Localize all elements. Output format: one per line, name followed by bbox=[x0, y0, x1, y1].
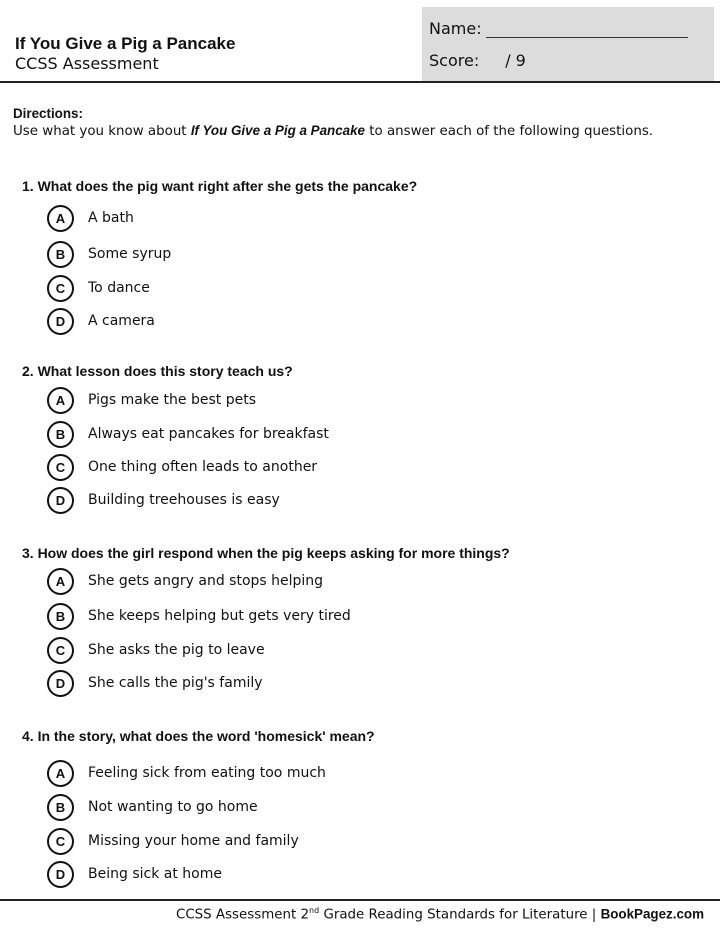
directions-heading: Directions: bbox=[13, 106, 83, 121]
footer-superscript: nd bbox=[309, 906, 320, 915]
option-text: She calls the pig's family bbox=[88, 675, 263, 691]
footer-text-after: Grade Reading Standards for Literature | bbox=[319, 907, 601, 923]
score-field bbox=[429, 51, 526, 70]
option-text: She asks the pig to leave bbox=[88, 642, 265, 658]
option-letter-badge[interactable]: A bbox=[47, 205, 74, 232]
option-text: Always eat pancakes for breakfast bbox=[88, 426, 329, 442]
directions-text-before: Use what you know about bbox=[13, 124, 191, 139]
option-letter-badge[interactable]: A bbox=[47, 387, 74, 414]
footer bbox=[176, 906, 704, 922]
directions bbox=[13, 105, 673, 140]
option-letter-badge[interactable]: A bbox=[47, 568, 74, 595]
option-letter-badge[interactable]: B bbox=[47, 603, 74, 630]
option-letter-badge[interactable]: C bbox=[47, 637, 74, 664]
option-letter-badge[interactable]: D bbox=[47, 308, 74, 335]
name-score-box bbox=[422, 7, 714, 81]
option-text: She gets angry and stops helping bbox=[88, 573, 324, 589]
option-letter-badge[interactable]: B bbox=[47, 794, 74, 821]
option-text: A bath bbox=[88, 210, 134, 226]
option-text: Missing your home and family bbox=[88, 833, 299, 849]
footer-divider bbox=[0, 899, 720, 901]
footer-text-before: CCSS Assessment 2 bbox=[175, 907, 310, 923]
option-letter-badge[interactable]: B bbox=[47, 241, 74, 268]
directions-text-after: to answer each of the following questions. bbox=[364, 124, 654, 139]
score-label: Score: bbox=[429, 51, 480, 70]
option-letter-badge[interactable]: B bbox=[47, 421, 74, 448]
option-letter-badge[interactable]: D bbox=[47, 487, 74, 514]
name-field[interactable] bbox=[429, 19, 688, 38]
option-letter-badge[interactable]: C bbox=[47, 828, 74, 855]
option-text: Being sick at home bbox=[88, 866, 222, 882]
option-letter-badge[interactable]: D bbox=[47, 670, 74, 697]
header-divider bbox=[0, 81, 720, 83]
directions-book-title: If You Give a Pig a Pancake bbox=[190, 123, 365, 138]
option-text: Not wanting to go home bbox=[88, 799, 258, 815]
option-text: To dance bbox=[88, 280, 150, 296]
name-blank-line[interactable] bbox=[486, 23, 688, 38]
option-text: Building treehouses is easy bbox=[88, 492, 280, 508]
worksheet-header bbox=[0, 0, 720, 82]
option-text: One thing often leads to another bbox=[88, 459, 318, 475]
option-letter-badge[interactable]: C bbox=[47, 275, 74, 302]
directions-text bbox=[13, 122, 673, 140]
question-text: 3. How does the girl respond when the pig keeps asking for more things? bbox=[22, 545, 510, 561]
worksheet-title: If You Give a Pig a Pancake bbox=[15, 34, 236, 53]
option-text: Some syrup bbox=[88, 246, 172, 262]
option-text: Feeling sick from eating too much bbox=[88, 765, 326, 781]
option-letter-badge[interactable]: A bbox=[47, 760, 74, 787]
option-letter-badge[interactable]: D bbox=[47, 861, 74, 888]
question-text: 2. What lesson does this story teach us? bbox=[22, 363, 293, 379]
question-text: 1. What does the pig want right after she gets the pancake? bbox=[22, 178, 418, 194]
worksheet-subtitle: CCSS Assessment bbox=[15, 54, 159, 73]
score-total: / 9 bbox=[505, 51, 526, 70]
option-letter-badge[interactable]: C bbox=[47, 454, 74, 481]
option-text: Pigs make the best pets bbox=[88, 392, 256, 408]
question-text: 4. In the story, what does the word 'homesick' mean? bbox=[22, 728, 375, 744]
title-block bbox=[15, 35, 235, 74]
option-text: She keeps helping but gets very tired bbox=[88, 608, 351, 624]
option-text: A camera bbox=[88, 313, 155, 329]
name-label: Name: bbox=[429, 19, 482, 38]
footer-brand: BookPagez.com bbox=[600, 906, 704, 922]
